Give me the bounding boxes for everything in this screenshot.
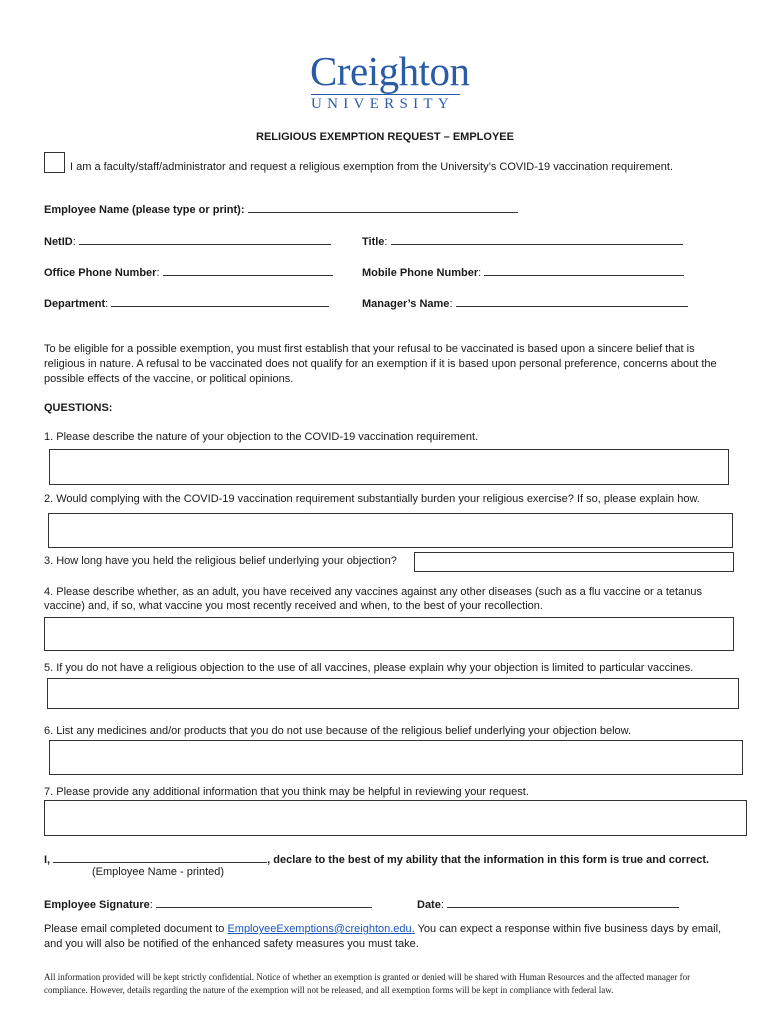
form-title: RELIGIOUS EXEMPTION REQUEST – EMPLOYEE xyxy=(256,131,514,143)
netid-field[interactable] xyxy=(79,234,331,245)
email-link[interactable]: EmployeeExemptions@creighton.edu. xyxy=(227,923,415,935)
eligibility-paragraph: To be eligible for a possible exemption, you must first establish that your refusal to be vaccinated is based upon a sincere belief that is religious in nature. A refusal to be vaccinated does not qualify for an exemption if it is based upon personal preference, concerns about the possible effects of the vaccine, or political opinions. xyxy=(44,343,717,385)
office-phone-field[interactable] xyxy=(163,265,333,276)
manager-field[interactable] xyxy=(456,296,688,307)
question-5: 5. If you do not have a religious objection to the use of all vaccines, please explain why your objection is limited to particular vaccines. xyxy=(44,662,694,674)
email-note-before: Please email completed document to xyxy=(44,923,228,935)
questions-heading: QUESTIONS: xyxy=(44,402,113,414)
answer-5-box[interactable] xyxy=(47,678,739,709)
email-note-after: You can expect a response within five business days by email, and you will also be notified of the enhanced safety measures you must take. xyxy=(44,923,722,950)
signature-row: Employee Signature: xyxy=(44,897,372,912)
netid-label: NetID xyxy=(44,236,73,248)
signature-field[interactable] xyxy=(156,897,372,908)
mobile-phone-field[interactable] xyxy=(484,265,684,276)
question-7: 7. Please provide any additional information that you think may be helpful in reviewing your request. xyxy=(44,786,529,798)
date-field[interactable] xyxy=(447,897,679,908)
department-row: Department: xyxy=(44,296,329,311)
attestation-name-caption: (Employee Name - printed) xyxy=(92,866,225,878)
netid-row: NetID: xyxy=(44,234,331,249)
email-instructions xyxy=(44,922,734,952)
employee-exemption-checkbox[interactable] xyxy=(44,152,65,173)
confidentiality-footer: All information provided will be kept strictly confidential. Notice of whether an exemption is granted or denied will be shared with Human Resources and the affected manager for compliance. However, details regarding the nature of the exemption will not be released, and all exemption forms will be kept in compliance with federal law. xyxy=(44,972,691,995)
employee-name-row: Employee Name (please type or print): xyxy=(44,202,518,217)
employee-name-field[interactable] xyxy=(248,202,518,213)
question-1: 1. Please describe the nature of your objection to the COVID-19 vaccination requirement. xyxy=(44,431,479,443)
question-2: 2. Would complying with the COVID-19 vaccination requirement substantially burden your religious exercise? If so, please explain how. xyxy=(44,493,700,505)
answer-6-box[interactable] xyxy=(49,740,743,775)
attestation-prefix: I, xyxy=(44,854,54,866)
department-label: Department xyxy=(44,298,106,310)
answer-7-box[interactable] xyxy=(44,800,747,836)
office-phone-label: Office Phone Number xyxy=(44,267,157,279)
manager-label: Manager’s Name xyxy=(362,298,450,310)
title-row: Title: xyxy=(362,234,683,249)
answer-3-box[interactable] xyxy=(414,552,734,572)
university-logo-subtitle: UNIVERSITY xyxy=(311,96,454,112)
signature-label: Employee Signature xyxy=(44,899,150,911)
attestation-suffix: , declare to the best of my ability that the information in this form is true and correct. xyxy=(267,854,710,866)
question-4: 4. Please describe whether, as an adult, you have received any vaccines against any other diseases (such as a flu vaccine or a tetanus vaccine) and, if so, what vaccine you most recently received and when, to the best of your recollection. xyxy=(44,586,702,612)
mobile-phone-label: Mobile Phone Number xyxy=(362,267,479,279)
checkbox-label: I am a faculty/staff/administrator and request a religious exemption from the University’s COVID-19 vaccination requirement. xyxy=(70,161,674,173)
question-6: 6. List any medicines and/or products that you do not use because of the religious belief underlying your objection below. xyxy=(44,725,632,737)
date-label: Date xyxy=(417,899,441,911)
employee-name-label: Employee Name (please type or print) xyxy=(44,204,241,216)
mobile-phone-row: Mobile Phone Number: xyxy=(362,265,684,280)
office-phone-row: Office Phone Number: xyxy=(44,265,333,280)
title-field[interactable] xyxy=(391,234,683,245)
university-logo: Creighton xyxy=(310,48,470,94)
department-field[interactable] xyxy=(111,296,329,307)
date-row: Date: xyxy=(417,897,679,912)
question-3: 3. How long have you held the religious belief underlying your objection? xyxy=(44,555,397,567)
answer-2-box[interactable] xyxy=(48,513,733,548)
answer-4-box[interactable] xyxy=(44,617,734,651)
attestation-name-field[interactable] xyxy=(53,852,267,863)
title-label: Title xyxy=(362,236,385,248)
manager-row: Manager’s Name: xyxy=(362,296,688,311)
answer-1-box[interactable] xyxy=(49,449,729,485)
